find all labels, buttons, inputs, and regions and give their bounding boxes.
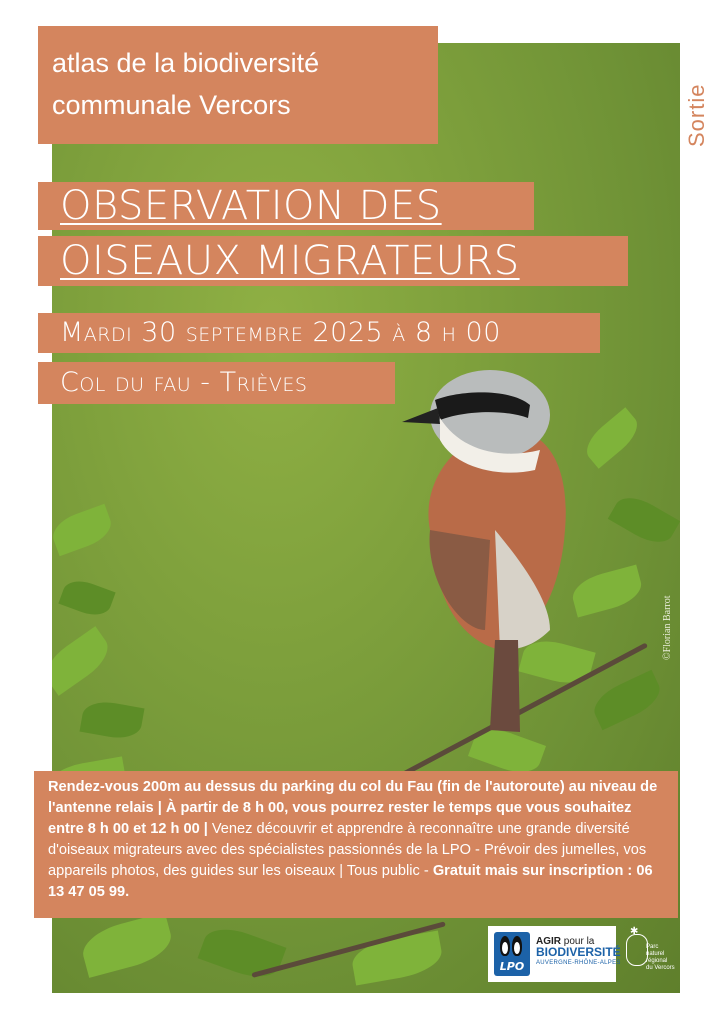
shrike-bird-illustration [400,360,580,740]
agir-biodiversite: BIODIVERSITÉ [536,945,621,959]
leaf [198,921,287,986]
event-title-line2: OISEAUX MIGRATEURS [38,236,628,286]
leaf [52,626,116,696]
agir-word: AGIR [536,936,561,947]
event-date: Mardi 30 septembre 2025 à 8 h 00 [38,313,600,353]
parc-seal-icon [626,934,648,966]
agir-pour-la: pour la [561,936,595,947]
atlas-title-line2: communale Vercors [52,90,291,120]
event-place: Col du fau - Trièves [38,362,395,404]
atlas-header-box [38,26,438,144]
leaf [80,698,145,742]
sortie-tag [680,43,710,153]
leaf [579,407,644,469]
lpo-text: LPO [499,960,525,973]
parc-text-line: Parc [646,944,659,950]
leaf [569,565,646,618]
parc-text-line: régional [646,958,668,964]
sortie-label: Sortie [684,83,709,147]
lpo-agir-logo-box [488,926,621,982]
bird-tail [490,640,520,732]
leaf [588,670,666,730]
agir-region: AUVERGNE-RHÔNE-ALPES [536,960,621,966]
parc-text-line: du Vercors [646,965,675,971]
lpo-logo [494,932,530,976]
description-bold-intro: Rendez-vous 200m au dessus du parking du col du Fau (fin de l'autoroute) au niveau de l'antenne relais | À partir de 8 h 00, vous pourrez rester le temps que vous souhaitez entre 8 h 00 et 12 h 00 | [48,779,658,837]
bird-beak [402,408,440,424]
description-registration: Gratuit mais sur inscription : 06 13 47 05 99. [48,863,653,900]
event-title-line1: OBSERVATION DES [38,182,534,230]
parc-text-line: naturel [646,951,665,957]
bird-wing [430,530,490,630]
puffin-belly [502,942,508,954]
leaf [52,504,116,556]
photo-credit: ©Florian Barrot [662,595,673,660]
leaf [58,575,115,620]
description-body: Venez découvrir et apprendre à reconnaître une grande diversité d'oiseaux migrateurs avec des spécialistes passionnés de la LPO - Prévoir des jumelles, vos appareils photos, des guides sur les oiseaux | Tous public - [48,821,647,879]
atlas-title-line1: atlas de la biodiversité [52,48,320,78]
agir-logo [536,936,621,969]
puffin-belly [514,942,520,954]
star-icon: ✱ [630,926,639,937]
event-description [34,771,678,918]
leaf [78,912,176,978]
leaf [608,489,680,550]
parc-vercors-logo [624,926,676,988]
parc-text [646,944,675,972]
